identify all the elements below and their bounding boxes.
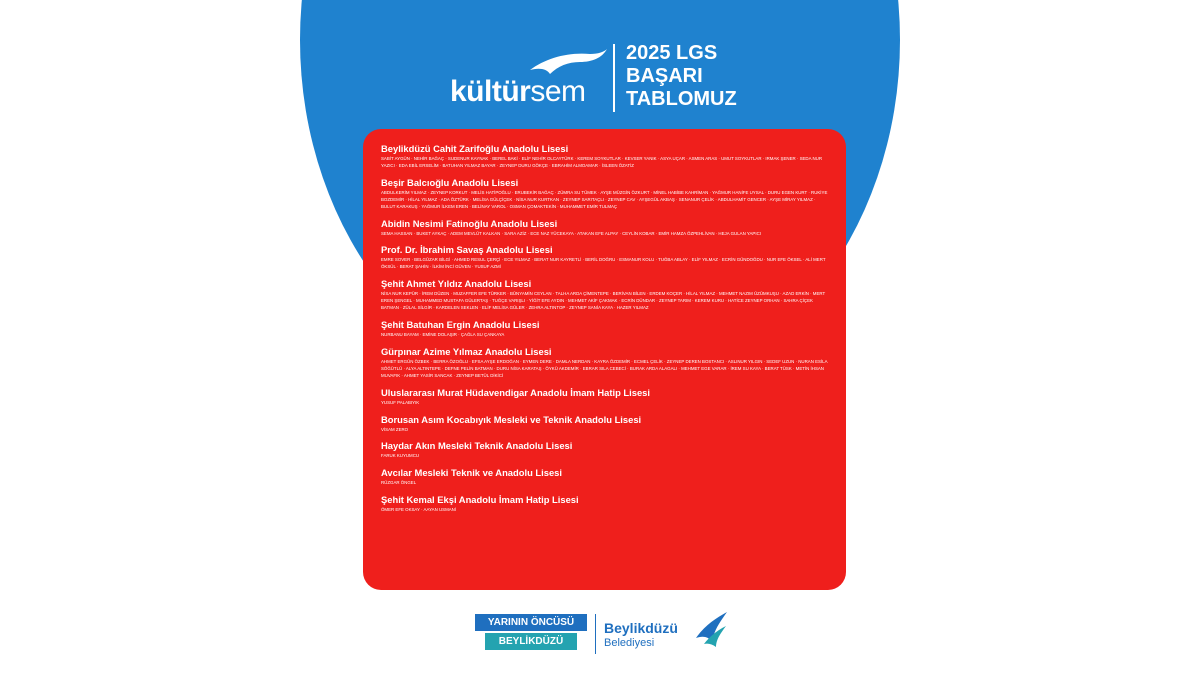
school-block [381,494,828,514]
school-block [381,244,828,271]
student-list: NİSA NUR KEPÜR · İREM DÜZEN · MUZAFFER EFE TÜRKER · BÜNYAMİN CEYLAN · TALHA ARDA ÇİMENTEPE · BERİVAN BİLEN · ERDEM KOÇER · HİLAL YILMAZ · MEHMET NAZIM ÜZÜMKUŞU · AZAD ERKİN · MERT EREN ŞENGEL · MUHAMMED MUSTAFA GÜLERTAŞ · TUĞÇE VARIŞLI · YİĞİT EFE AYDIN · MEHMET AKİF ÇAKMAK · ECRİN DÜNDAR · ZEYNEP TARIM · KEREM KURU · HATİCE ZEYNEP ORHAN · SAHRA ÇİÇEK BATMAN · ZÜLAL SİLGİR · KARDELEN SEKLEN · ELİF MELİSA GÜLER · ZEHRA ALTINTOP · ZEYNEP SANİA KAYA · HAZER YILMAZ [381,291,826,311]
student-list: NURBANU BAYAM · EMİNE DOLAŞIR · ÇAĞLA SU ÇANKAYA [381,331,505,337]
student-list: EMRE SOVER · BELGÜZAR BİLGİ · AHMED RESUL ÇERÇİ · ECE YILMAZ · BERAT NUR KAYRETLİ · BERİL DOĞRU · ESMANUR KOLU · TUĞBA ABLAY · ELİF YILMAZ · ECRİN GÜNDOĞDU · NUR EFE ÖKSEL · ALİ MERT ÖKSÜL · BERAT ŞAHİN · İLKİM İNCİ GÜVEN · YUSUF AZMİ [381,257,826,270]
kultursem-logo [450,48,610,118]
badge-bottom-label: BEYLİKDÜZÜ [485,633,577,650]
student-list: RÜZGAR ÖNGEL [381,480,417,486]
footer-divider [595,614,596,654]
student-list: VİSAM ZERO [381,426,409,432]
poster [300,0,900,675]
school-name: Uluslararası Murat Hüdavendigar Anadolu İmam Hatip Lisesi [381,386,650,398]
school-name: Avcılar Mesleki Teknik ve Anadolu Lisesi [381,467,562,479]
school-block [381,346,828,380]
title-line-2: BAŞARI [626,65,703,87]
municipality-name: Beylikdüzü [604,620,678,636]
school-name: Şehit Batuhan Ergin Anadolu Lisesi [381,318,540,330]
page-title [626,42,737,111]
municipality-bird-icon [694,608,728,648]
school-block [381,440,828,460]
student-list: FARUK KUYUMCU [381,453,420,459]
logo-wordmark: kültürsem [450,75,586,108]
badge-top-label: YARININ ÖNCÜSÜ [475,614,587,631]
school-block [381,278,828,312]
school-block [381,387,828,407]
municipality-subtitle: Belediyesi [604,637,655,649]
student-list: YUSUF PALABIYIK [381,399,420,405]
school-name: Abidin Nesimi Fatinoğlu Anadolu Lisesi [381,217,558,229]
title-line-3: TABLOMUZ [626,88,737,110]
school-name: Prof. Dr. İbrahim Savaş Anadolu Lisesi [381,244,553,256]
student-list: ABDULKERİM YILMAZ · ZEYNEP KORKUT · MELİS HATİPOĞLU · ERUBEKİR BAĞAÇ · ZÜMRA SU TÜMEK · AYŞE MÜZGİN ÖZKURT · MİNEL HABİBE KAHRİMAN · YAĞMUR HANİFE UYSAL · DURU EGEN KURT · RUKİYE BOZDEMİR · HİLAL YILMAZ · ADA ÖZTÜRK · MELİSA GÜLÇİÇEK · NİSA NUR KURTKAN · ZEYNEP SARITAÇLI · ZEYNEP CAV · AYŞEGÜL AKBAŞ · SENANUR ÇELİK · ABDULHAMİT GENCER · AYŞE MİRAY YILMAZ · BULUT KARAKUŞ · YAĞMUR İLKEM EREN · BELİNAY VAROL · OSMAN ÇOMAKTEKİN · MUHAMMET EMİR TULMAÇ [381,189,828,209]
yarinin-oncusu-badge [475,614,587,652]
student-list: SABİT AYGÜN · NEHİR BAĞAÇ · SUDENUR KAYNAK · BEREL BAKİ · ELİF NEHİR OLCAYTÜRK · KEREM SOYKUTLAR · KEVSER YANIK · ASYA UÇAR · ASMEN ARAS · UMUT SOYKUTLAR · IRMAK ŞENER · SEDA NUR YAZICI · EDA EBİL ERSELİM · BATUHAN YILMAZ BAYAR · ZEYNEP DURU GÖKÇE · EBRAHİM ALMOAMAR · İSLEEN ÖZATİZ [381,156,823,168]
school-block [381,143,828,170]
school-name: Haydar Akın Mesleki Teknik Anadolu Lisesi [381,440,573,452]
student-list: ÖMER EFE OKSAY · AAYAN USMANİ [381,507,457,513]
student-list: SEMA HASSAN · BUKET AYKAÇ · ADEM MEVLÜT KALKAN · SARA AZİZ · ECE NAZ YÜCEKAYA · ATAKAN EFE ALPAY · CEYLİN KOBAR · EMİR HAMZA ÖZPEHLİVAN · HEJA GULAN YAPICI [381,230,761,236]
school-name: Gürpınar Azime Yılmaz Anadolu Lisesi [381,345,552,357]
school-name: Borusan Asım Kocabıyık Mesleki ve Teknik Anadolu Lisesi [381,413,642,425]
results-card [363,129,846,590]
student-list: AHMET ERGÜN ÖZBEK · BERRA ÖZOĞLU · EFSA AYŞE ERDOĞAN · EYMEN DERE · DAMLA NERDAN · KAYRA ÖZDEMİR · ECMEL ÇELİK · ZEYNEP DEREN BOSTANCI · ASLINUR YILGIN · SEDEF UZUN · NURAN ESİLA SÖĞÜTLÜ · ALYA ALTINTEPE · DEFNE PELİN BATMAN · DURU NİSA KARATAŞ · ÖYKÜ AKDEMİR · EBRAR SILA CEBECİ · BURAK ARDA ALAGALI · MEHMET EGE VARAR · İREM SU KAYA · BERAT TÜSK · METİN İHSAN MUVAFIK · AHMET YASİR SANCAK · ZEYNEP BETÜL DİKİCİ [381,358,828,378]
school-block [381,218,828,238]
title-line-1: 2025 LGS [626,42,718,64]
school-name: Şehit Kemal Ekşi Anadolu İmam Hatip Lisesi [381,494,579,506]
school-block [381,319,828,339]
school-block [381,414,828,434]
school-name: Şehit Ahmet Yıldız Anadolu Lisesi [381,278,532,290]
school-name: Beşir Balcıoğlu Anadolu Lisesi [381,176,519,188]
school-block [381,467,828,487]
header-divider [613,44,615,112]
school-name: Beylikdüzü Cahit Zarifoğlu Anadolu Lisesi [381,143,569,154]
school-block [381,177,828,211]
municipality-logo-text [604,620,678,650]
